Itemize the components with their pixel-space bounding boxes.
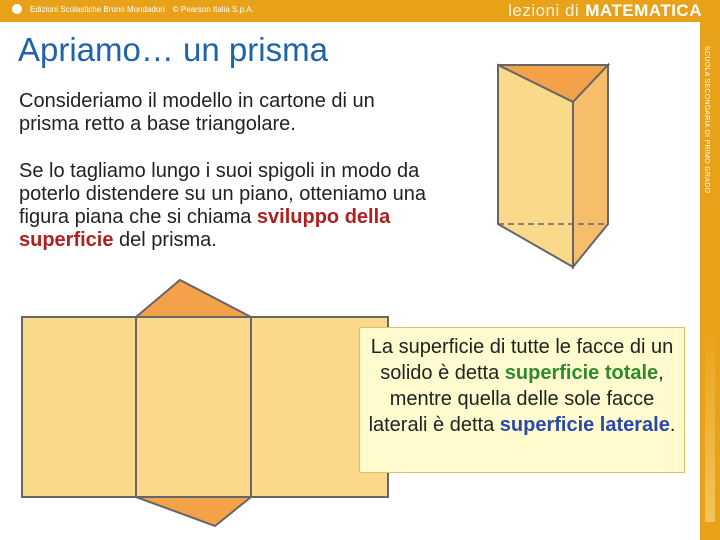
total-surface-term: superficie totale [504, 362, 659, 384]
header-bar [0, 0, 720, 22]
prism-right-face [573, 65, 608, 267]
prism-3d-illustration [495, 62, 615, 272]
net-bottom-triangle [136, 497, 251, 526]
slide-title: Apriamo… un prisma [18, 31, 328, 68]
definition-text-1: La superficie di tutte le facce di un solido è detta [370, 336, 674, 384]
series-name: MATEMATICA [585, 1, 702, 20]
side-band [700, 22, 720, 540]
net-face-left [22, 317, 136, 497]
copyright-text: © Pearson Italia S.p.A. [172, 4, 254, 14]
definition-text-3: . [669, 414, 676, 436]
publisher-name: Edizioni Scolastiche Bruno Mondadori [30, 4, 165, 14]
development-paragraph [19, 160, 469, 252]
development-text-start: Se lo tagliamo lungo i suoi spigoli in modo da poterlo distendere su un piano, otteniamo una figura piana che si chiama [19, 160, 426, 228]
net-top-triangle [136, 280, 251, 317]
publisher-logo-icon [12, 4, 22, 14]
lateral-surface-term: superficie laterale [499, 414, 670, 436]
publisher-brand [12, 4, 254, 14]
definition-text-2: , mentre quella delle sole facce laterali è detta [368, 362, 664, 436]
series-title [508, 1, 702, 21]
side-band-gradient [705, 322, 715, 522]
definition-box [359, 327, 685, 473]
development-term: sviluppo della superficie [19, 206, 391, 251]
intro-paragraph: Consideriamo il modello in cartone di un prisma retto a base triangolare. [19, 90, 375, 135]
series-prefix: lezioni di [508, 1, 580, 20]
prism-net-illustration [20, 277, 390, 529]
net-face-middle [136, 317, 251, 497]
school-level-label: SCUOLA SECONDARIA DI PRIMO GRADO [703, 46, 710, 194]
development-text-end: del prisma. [113, 229, 217, 251]
